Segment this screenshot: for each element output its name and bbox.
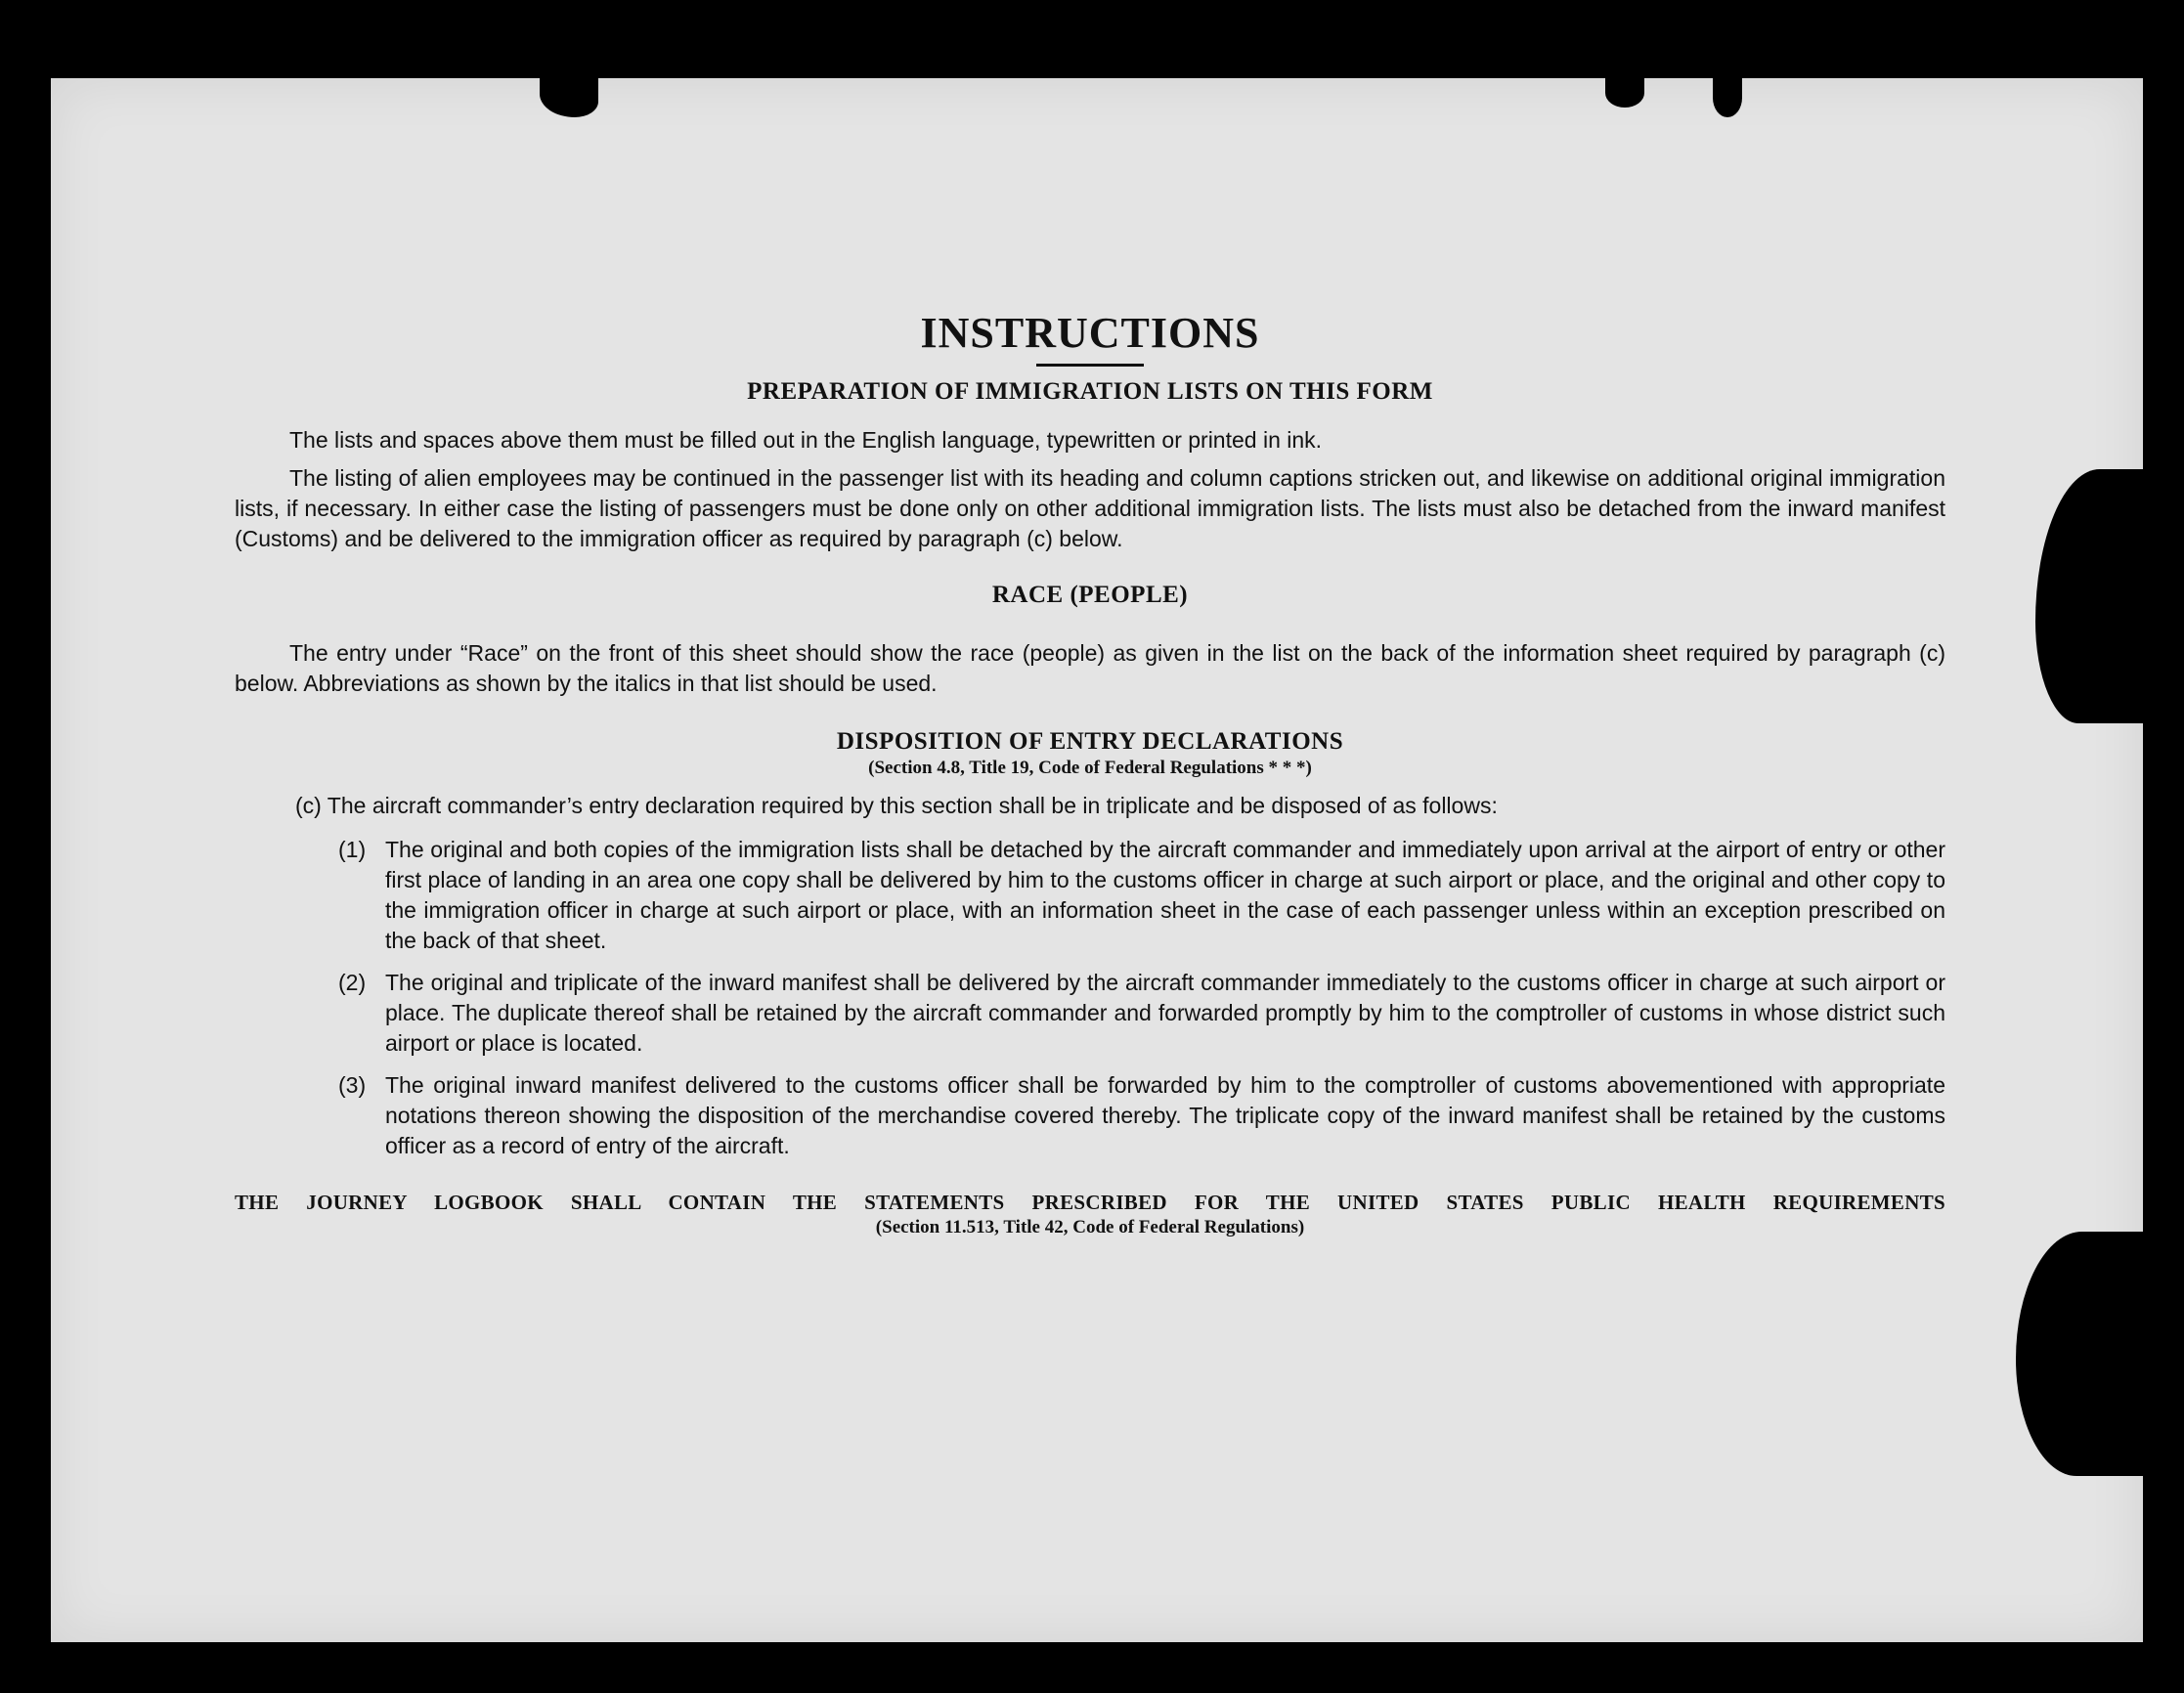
preparation-paragraph-1: The lists and spaces above them must be filled out in the English language, typewritten or printed in ink. (289, 427, 1323, 453)
torn-edge (1605, 78, 1644, 108)
list-item-number: (2) (338, 970, 367, 995)
disposition-subheading: (Section 4.8, Title 19, Code of Federal Regulations * * *) (868, 758, 1312, 778)
list-item-number: (3) (338, 1072, 367, 1098)
list-item (338, 835, 1945, 956)
disposition-heading: DISPOSITION OF ENTRY DECLARATIONS (836, 728, 1344, 755)
torn-edge (540, 78, 598, 117)
torn-edge (2035, 469, 2143, 723)
list-item (338, 968, 1945, 1059)
closing-citation: (Section 11.513, Title 42, Code of Federal Regulations) (875, 1217, 1305, 1237)
title-underline (1036, 364, 1144, 367)
closing-statement: THE JOURNEY LOGBOOK SHALL CONTAIN THE STATEMENTS PRESCRIBED FOR THE UNITED STATES PUBLIC HEALTH REQUIREMENTS (235, 1191, 1945, 1214)
instructions-body (235, 220, 1945, 1238)
preparation-heading: PREPARATION OF IMMIGRATION LISTS ON THIS FORM (747, 378, 1433, 405)
torn-edge (1713, 78, 1742, 117)
race-paragraph: The entry under “Race” on the front of this sheet should show the race (people) as given in the list on the back of the information sheet required by paragraph (c) below. Abbreviations as shown by the italics in that list should be used. (235, 640, 1945, 696)
page-title: INSTRUCTIONS (920, 309, 1260, 357)
list-item-number: (1) (338, 837, 367, 862)
list-item-text: The original and both copies of the immigration lists shall be detached by the aircraft commander and immediately upon arrival at the airport of entry or other first place of landing in an area one copy shall be delivered by him to the customs officer in charge at such airport or place, and the original and other copy to the immigration officer in charge at such airport or place, with an information sheet in the case of each passenger unless within an exception prescribed on the back of that sheet. (385, 837, 1945, 953)
race-heading: RACE (PEOPLE) (991, 582, 1189, 608)
list-item-text: The original and triplicate of the inward manifest shall be delivered by the aircraft commander immediately to the customs officer in charge at such airport or place. The duplicate thereof shall be retained by the aircraft commander and forwarded promptly by him to the comptroller of customs in whose district such airport or place is located. (385, 970, 1945, 1056)
list-item-text: The original inward manifest delivered to the customs officer shall be forwarded by him to the comptroller of customs abovementioned with appropriate notations thereon showing the disposition of the merchandise covered thereby. The triplicate copy of the inward manifest shall be retained by the customs officer as a record of entry of the aircraft. (385, 1072, 1945, 1158)
disposition-intro: (c) The aircraft commander’s entry declaration required by this section shall be in triplicate and be disposed of as follows: (295, 793, 1498, 818)
torn-edge (2016, 1232, 2143, 1476)
list-item (338, 1070, 1945, 1161)
preparation-paragraph-2: The listing of alien employees may be continued in the passenger list with its heading and column captions stricken out, and likewise on additional original immigration lists, if necessary. In either case the listing of passengers must be done only on other additional immigration lists. The lists must also be detached from the inward manifest (Customs) and be delivered to the immigration officer as required by paragraph (c) below. (235, 465, 1945, 551)
